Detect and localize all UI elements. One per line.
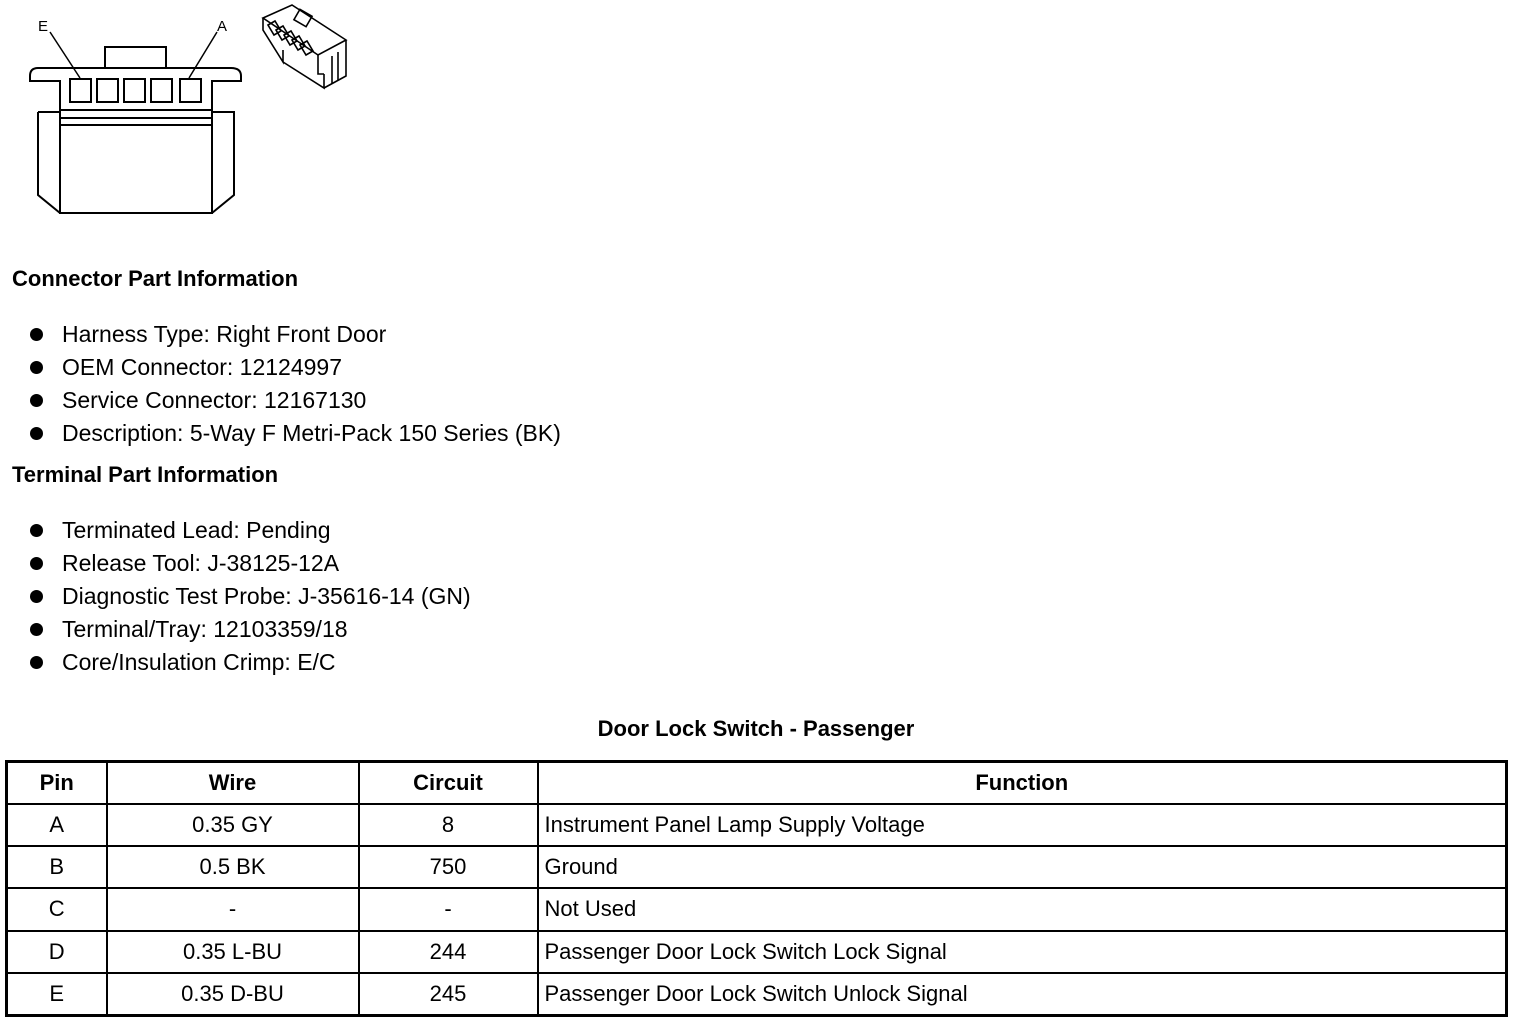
pin-label-e: E bbox=[38, 18, 49, 35]
list-item-text: Service Connector: 12167130 bbox=[62, 387, 367, 413]
cell-circuit: 8 bbox=[359, 804, 538, 846]
list-item bbox=[30, 353, 561, 386]
table-row bbox=[7, 888, 1507, 930]
terminal-info-list bbox=[30, 516, 471, 681]
connector-iso-view bbox=[263, 5, 346, 88]
terminal-info-heading: Terminal Part Information bbox=[12, 462, 279, 487]
list-item bbox=[30, 516, 471, 549]
list-item bbox=[30, 320, 561, 353]
list-item-text: Description: 5-Way F Metri-Pack 150 Series (BK) bbox=[62, 420, 561, 446]
list-item-text: Diagnostic Test Probe: J-35616-14 (GN) bbox=[62, 583, 471, 609]
cell-wire: 0.35 L-BU bbox=[107, 931, 359, 973]
cell-pin: D bbox=[7, 931, 107, 973]
connector-diagram bbox=[0, 0, 380, 230]
bullet-icon bbox=[30, 623, 43, 636]
pin-label-a: A bbox=[217, 18, 228, 35]
bullet-icon bbox=[30, 656, 43, 669]
cell-pin: C bbox=[7, 888, 107, 930]
list-item bbox=[30, 386, 561, 419]
column-header-function: Function bbox=[538, 762, 1507, 805]
list-item-text: Terminated Lead: Pending bbox=[62, 517, 331, 543]
table-header-row bbox=[7, 762, 1507, 805]
list-item-text: Core/Insulation Crimp: E/C bbox=[62, 649, 336, 675]
connector-info-list bbox=[30, 320, 561, 452]
list-item-text: Terminal/Tray: 12103359/18 bbox=[62, 616, 348, 642]
table-row bbox=[7, 973, 1507, 1016]
bullet-icon bbox=[30, 328, 43, 341]
pinout-table bbox=[5, 760, 1508, 1017]
list-item bbox=[30, 582, 471, 615]
list-item bbox=[30, 648, 471, 681]
cell-wire: 0.35 GY bbox=[107, 804, 359, 846]
cell-function: Ground bbox=[538, 846, 1507, 888]
cell-circuit: 245 bbox=[359, 973, 538, 1016]
cell-pin: B bbox=[7, 846, 107, 888]
table-row bbox=[7, 804, 1507, 846]
cell-function: Passenger Door Lock Switch Lock Signal bbox=[538, 931, 1507, 973]
list-item-text: Release Tool: J-38125-12A bbox=[62, 550, 340, 576]
connector-info-heading: Connector Part Information bbox=[12, 266, 299, 291]
bullet-icon bbox=[30, 427, 43, 440]
column-header-circuit: Circuit bbox=[359, 762, 538, 805]
list-item bbox=[30, 419, 561, 452]
column-header-pin: Pin bbox=[7, 762, 107, 805]
table-title: Door Lock Switch - Passenger bbox=[597, 716, 915, 741]
cell-function: Instrument Panel Lamp Supply Voltage bbox=[538, 804, 1507, 846]
list-item-text: Harness Type: Right Front Door bbox=[62, 321, 387, 347]
cell-wire: - bbox=[107, 888, 359, 930]
cell-circuit: 244 bbox=[359, 931, 538, 973]
cell-circuit: - bbox=[359, 888, 538, 930]
list-item bbox=[30, 615, 471, 648]
bullet-icon bbox=[30, 590, 43, 603]
bullet-icon bbox=[30, 557, 43, 570]
cell-pin: A bbox=[7, 804, 107, 846]
bullet-icon bbox=[30, 524, 43, 537]
cell-circuit: 750 bbox=[359, 846, 538, 888]
list-item-text: OEM Connector: 12124997 bbox=[62, 354, 343, 380]
cell-wire: 0.35 D-BU bbox=[107, 973, 359, 1016]
cell-pin: E bbox=[7, 973, 107, 1016]
cell-function: Not Used bbox=[538, 888, 1507, 930]
bullet-icon bbox=[30, 394, 43, 407]
cell-function: Passenger Door Lock Switch Unlock Signal bbox=[538, 973, 1507, 1016]
table-row bbox=[7, 931, 1507, 973]
list-item bbox=[30, 549, 471, 582]
column-header-wire: Wire bbox=[107, 762, 359, 805]
bullet-icon bbox=[30, 361, 43, 374]
cell-wire: 0.5 BK bbox=[107, 846, 359, 888]
table-row bbox=[7, 846, 1507, 888]
